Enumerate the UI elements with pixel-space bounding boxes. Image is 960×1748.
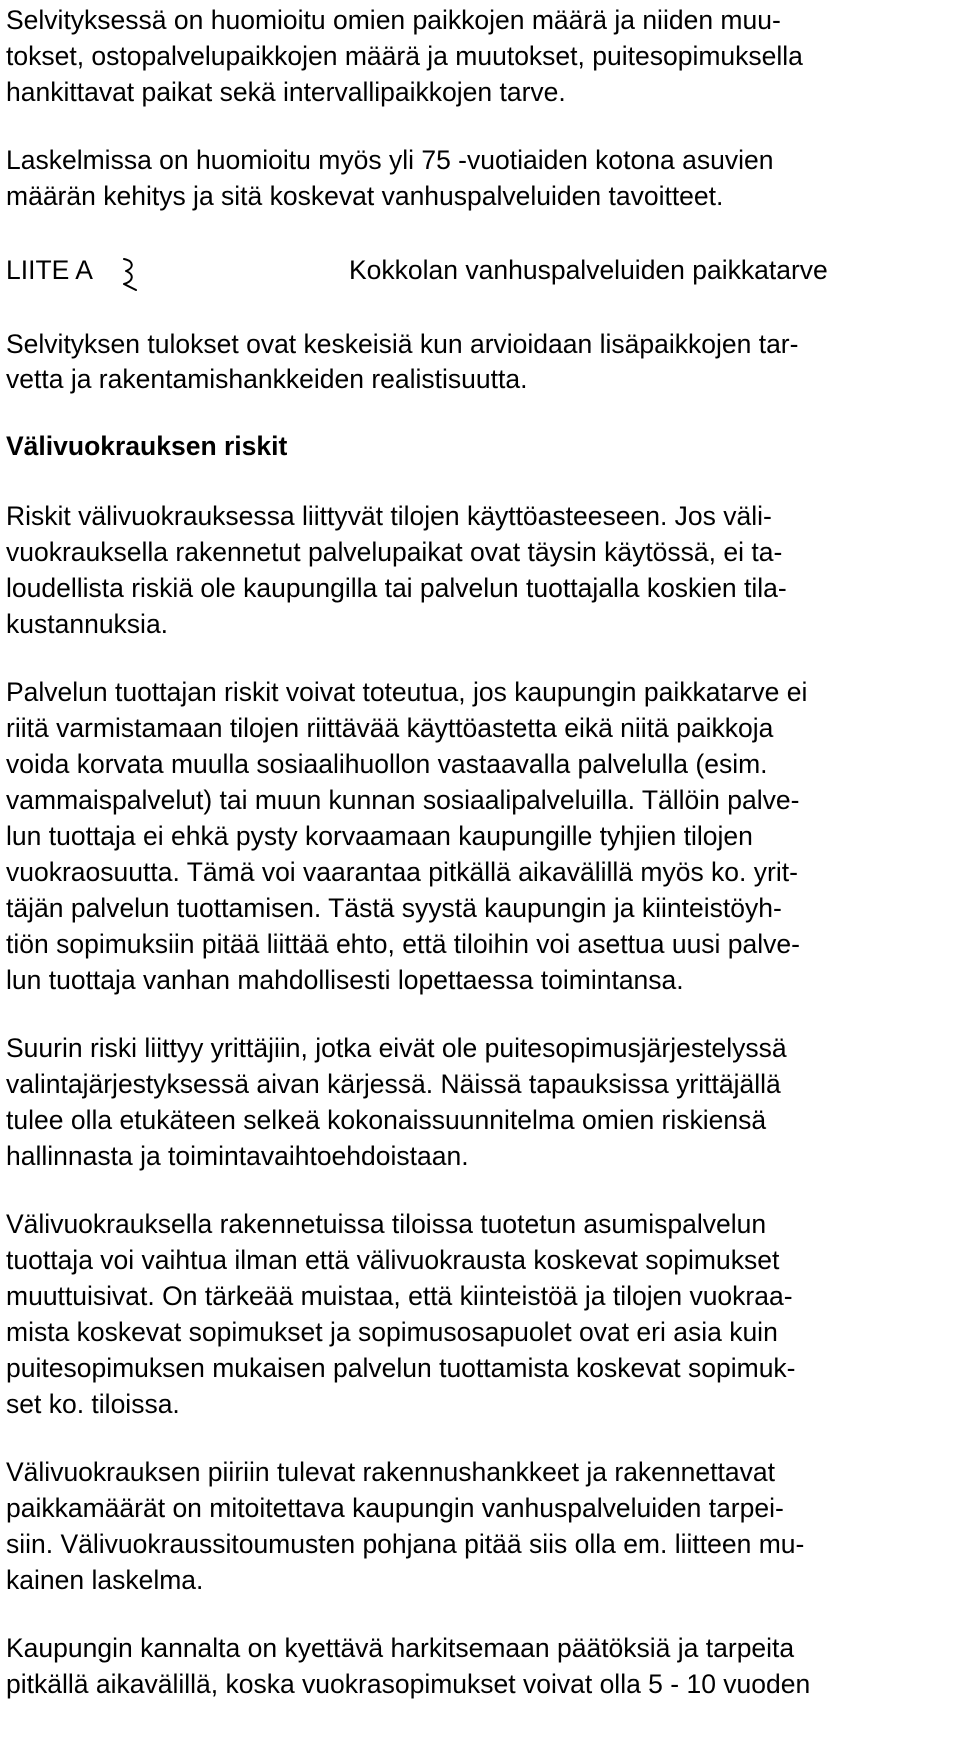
paragraph-3-line-1: Selvityksen tulokset ovat keskeisiä kun arvioidaan lisäpaikkojen tar- (6, 329, 799, 359)
paragraph-1-line-1: Selvityksessä on huomioitu omien paikkojen määrä ja niiden muu- (6, 5, 781, 35)
attachment-row[interactable] (6, 254, 954, 294)
paragraph-7-line-2: tuottaja voi vaihtua ilman että välivuokrausta koskevat sopimukset (6, 1245, 780, 1275)
paragraph-5-line-4: vammaispalvelut) tai muun kunnan sosiaalipalveluilla. Tällöin palve- (6, 785, 800, 815)
paragraph-1-line-3: hankittavat paikat sekä intervallipaikkojen tarve. (6, 77, 566, 107)
paragraph-4-line-1: Riskit välivuokrauksessa liittyvät tilojen käyttöasteeseen. Jos väli- (6, 501, 772, 531)
paragraph-5-line-7: täjän palvelun tuottamisen. Tästä syystä kaupungin ja kiinteistöyh- (6, 893, 782, 923)
paragraph-8-line-3: siin. Välivuokraussitoumusten pohjana pitää siis olla em. liitteen mu- (6, 1529, 805, 1559)
paragraph-9-line-2: pitkällä aikavälillä, koska vuokrasopimukset voivat olla 5 - 10 vuoden (6, 1669, 811, 1699)
paragraph-3-line-2: vetta ja rakentamishankkeiden realistisuutta. (6, 364, 528, 394)
paragraph-7-line-6: set ko. tiloissa. (6, 1389, 180, 1419)
paragraph-1-line-2: tokset, ostopalvelupaikkojen määrä ja muutokset, puitesopimuksella (6, 41, 803, 71)
section-heading: Välivuokrauksen riskit (6, 431, 288, 461)
attachment-link-icon[interactable] (120, 256, 140, 292)
paragraph-4-line-3: loudellista riskiä ole kaupungilla tai palvelun tuottajalla koskien tila- (6, 573, 787, 603)
paragraph-7-line-3: muuttuisivat. On tärkeää muistaa, että kiinteistöä ja tilojen vuokraa- (6, 1281, 793, 1311)
document-page (6, 0, 954, 1748)
paragraph-2-line-2: määrän kehitys ja sitä koskevat vanhuspalveluiden tavoitteet. (6, 181, 724, 211)
paragraph-5-line-8: tiön sopimuksiin pitää liittää ehto, että tiloihin voi asettua uusi palve- (6, 929, 800, 959)
paragraph-5-line-2: riitä varmistamaan tilojen riittävää käyttöastetta eikä niitä paikkoja (6, 713, 774, 743)
paragraph-7-line-1: Välivuokrauksella rakennetuissa tiloissa tuotetun asumispalvelun (6, 1209, 767, 1239)
paragraph-7-line-4: mista koskevat sopimukset ja sopimusosapuolet ovat eri asia kuin (6, 1317, 778, 1347)
paragraph-8-line-4: kainen laskelma. (6, 1565, 204, 1595)
paragraph-6-line-4: hallinnasta ja toimintavaihtoehdoistaan. (6, 1141, 469, 1171)
paragraph-6-line-1: Suurin riski liittyy yrittäjiin, jotka eivät ole puitesopimusjärjestelyssä (6, 1033, 787, 1063)
paragraph-8-line-2: paikkamäärät on mitoitettava kaupungin vanhuspalveluiden tarpei- (6, 1493, 784, 1523)
paragraph-6-line-3: tulee olla etukäteen selkeä kokonaissuunnitelma omien riskiensä (6, 1105, 767, 1135)
paragraph-4-line-2: vuokrauksella rakennetut palvelupaikat ovat täysin käytössä, ei ta- (6, 537, 783, 567)
paragraph-5-line-1: Palvelun tuottajan riskit voivat toteutua, jos kaupungin paikkatarve ei (6, 677, 808, 707)
paragraph-6-line-2: valintajärjestyksessä aivan kärjessä. Näissä tapauksissa yrittäjällä (6, 1069, 781, 1099)
attachment-title-link[interactable]: Kokkolan vanhuspalveluiden paikkatarve (349, 255, 828, 285)
paragraph-5-line-3: voida korvata muulla sosiaalihuollon vastaavalla palvelulla (esim. (6, 749, 768, 779)
paragraph-9-line-1: Kaupungin kannalta on kyettävä harkitsemaan päätöksiä ja tarpeita (6, 1633, 795, 1663)
paragraph-5-line-9: lun tuottaja vanhan mahdollisesti lopettaessa toimintansa. (6, 965, 684, 995)
attachment-label: LIITE A (6, 255, 93, 285)
paragraph-8-line-1: Välivuokrauksen piiriin tulevat rakennushankkeet ja rakennettavat (6, 1457, 775, 1487)
paragraph-7-line-5: puitesopimuksen mukaisen palvelun tuottamista koskevat sopimuk- (6, 1353, 796, 1383)
paragraph-5-line-5: lun tuottaja ei ehkä pysty korvaamaan kaupungille tyhjien tilojen (6, 821, 753, 851)
paragraph-2-line-1: Laskelmissa on huomioitu myös yli 75 -vuotiaiden kotona asuvien (6, 145, 774, 175)
paragraph-5-line-6: vuokraosuutta. Tämä voi vaarantaa pitkällä aikavälillä myös ko. yrit- (6, 857, 798, 887)
paragraph-4-line-4: kustannuksia. (6, 609, 169, 639)
